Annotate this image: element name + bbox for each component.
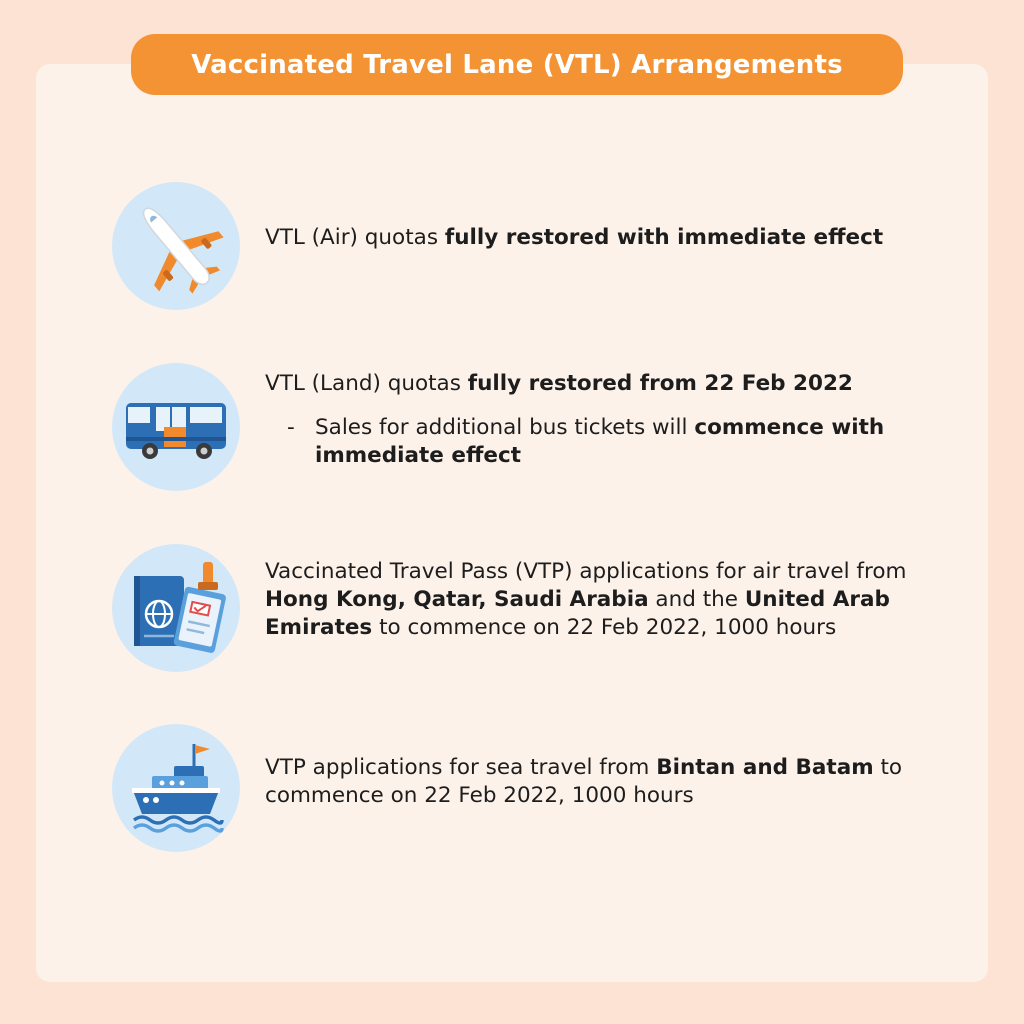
passport-icon: [112, 544, 240, 672]
ship-icon: [112, 724, 240, 852]
item-text-vtp-sea: VTP applications for sea travel from Bintan and Batam to commence on 22 Feb 2022, 1000 hours: [265, 755, 903, 808]
page-title: [131, 34, 903, 95]
item-text-land: VTL (Land) quotas fully restored from 22 Feb 2022 - Sales for additional bus tickets will commence with immediate effect: [265, 370, 915, 470]
sub-bullet-bus-tickets: - Sales for additional bus tickets will commence with immediate effect: [287, 415, 885, 468]
item-text-vtp-air: Vaccinated Travel Pass (VTP) applications for air travel from Hong Kong, Qatar, Saudi Arabia and the United Arab Emirates to commence on 22 Feb 2022, 1000 hours: [265, 559, 907, 640]
item-text-air: VTL (Air) quotas fully restored with immediate effect: [265, 225, 884, 250]
page-title-text: Vaccinated Travel Lane (VTL) Arrangements: [191, 49, 843, 80]
bus-icon: [112, 363, 240, 491]
airplane-icon: [112, 182, 240, 310]
